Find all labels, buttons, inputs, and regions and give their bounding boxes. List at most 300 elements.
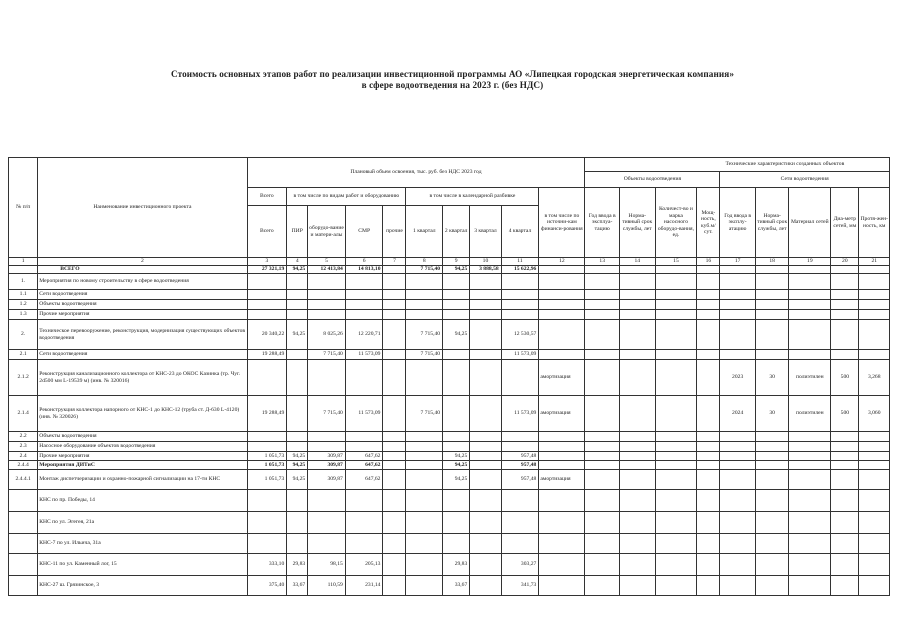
column-number: 13 (585, 258, 620, 266)
table-row (9, 534, 890, 554)
column-number: 16 (697, 258, 720, 266)
column-number: 15 (655, 258, 697, 266)
cell-c3: 1 051,73 (247, 461, 287, 470)
row-number: 2.2 (9, 432, 38, 442)
cell-c8 (406, 490, 443, 512)
cell-c19 (789, 470, 831, 490)
project-name: Сети водоотведения (38, 350, 247, 360)
cell-c21: 3,268 (859, 360, 890, 396)
cell-c19 (789, 461, 831, 470)
header-q2: 2 квартал (443, 206, 470, 258)
project-name: Прочие мероприятия (38, 452, 247, 461)
column-number-row (9, 258, 890, 266)
cell-c18 (755, 470, 788, 490)
cell-c10 (470, 490, 501, 512)
cell-c3: 20 340,22 (247, 320, 287, 350)
cell-empty (655, 274, 697, 290)
cell-c6: 11 573,09 (345, 350, 383, 360)
column-number: 6 (345, 258, 383, 266)
project-name: Мероприятия ДИТиС (38, 461, 247, 470)
cell-c9 (443, 274, 470, 290)
cell-empty (619, 442, 655, 452)
cell-c3: 375,40 (247, 576, 287, 596)
cell-empty (655, 442, 697, 452)
project-name: КНС-27 ш. Грязинское, 3 (38, 576, 247, 596)
cell-c6 (345, 274, 383, 290)
cell-c17 (720, 470, 756, 490)
cell-c21 (859, 266, 890, 274)
row-number: 2.4.4 (9, 461, 38, 470)
cell-c21 (859, 442, 890, 452)
cell-c18 (755, 350, 788, 360)
cell-c12 (539, 442, 585, 452)
cell-empty (619, 350, 655, 360)
project-name: КНС-11 по ул. Каменный лог, 15 (38, 554, 247, 576)
cell-c4 (287, 274, 308, 290)
table-row (9, 490, 890, 512)
cell-c17 (720, 310, 756, 320)
cell-empty (619, 360, 655, 396)
column-number: 12 (539, 258, 585, 266)
cell-c19 (789, 300, 831, 310)
cell-c7 (383, 534, 406, 554)
cell-c20 (831, 266, 859, 274)
column-number: 17 (720, 258, 756, 266)
cell-c9 (443, 534, 470, 554)
cell-empty (619, 396, 655, 432)
cell-c7 (383, 470, 406, 490)
cell-c9 (443, 432, 470, 442)
cell-c10 (470, 442, 501, 452)
cell-c18 (755, 300, 788, 310)
cell-empty (697, 512, 720, 534)
cell-c21 (859, 534, 890, 554)
cell-c12: амортизация (539, 470, 585, 490)
cell-empty (619, 452, 655, 461)
header-power: Мощ-ность, куб.м/сут. (697, 188, 720, 258)
cell-c3: 27 321,19 (247, 266, 287, 274)
cell-c20 (831, 290, 859, 300)
cell-c7 (383, 442, 406, 452)
cell-empty (585, 432, 620, 442)
cell-c8: 7 715,40 (406, 350, 443, 360)
cell-empty (697, 300, 720, 310)
cell-c9 (443, 442, 470, 452)
cell-empty (655, 490, 697, 512)
header-total: Всего (247, 206, 287, 258)
header-norm-life-2: Норма-тивный срок службы, лет (755, 188, 788, 258)
cell-c12 (539, 490, 585, 512)
cell-c5 (308, 310, 346, 320)
cell-c11 (501, 442, 539, 452)
table-row (9, 320, 890, 350)
cell-c21 (859, 554, 890, 576)
cell-empty (697, 470, 720, 490)
cell-c21 (859, 576, 890, 596)
cell-c4 (287, 300, 308, 310)
cell-c3 (247, 490, 287, 512)
row-number: 2.1.4 (9, 396, 38, 432)
cell-c6 (345, 442, 383, 452)
cell-c17: 2023 (720, 360, 756, 396)
cell-empty (697, 534, 720, 554)
cell-c6 (345, 310, 383, 320)
cell-c5: 309,87 (308, 470, 346, 490)
cell-empty (697, 290, 720, 300)
cell-c11 (501, 290, 539, 300)
cell-c12 (539, 461, 585, 470)
cell-empty (697, 576, 720, 596)
cell-c17 (720, 350, 756, 360)
cell-c5 (308, 534, 346, 554)
cell-c17 (720, 576, 756, 596)
header-diameter: Диа-метр сетей, мм (831, 188, 859, 258)
cell-c10: 3 888,58 (470, 266, 501, 274)
row-number (9, 512, 38, 534)
cell-empty (585, 266, 620, 274)
cell-empty (585, 350, 620, 360)
table-row (9, 554, 890, 576)
cell-c3 (247, 310, 287, 320)
cell-c11 (501, 490, 539, 512)
cell-c6: 647,62 (345, 461, 383, 470)
cell-c8 (406, 452, 443, 461)
column-number: 3 (247, 258, 287, 266)
cell-c4 (287, 360, 308, 396)
project-name: Насосное оборудование объектов водоотведения (38, 442, 247, 452)
cell-c12 (539, 534, 585, 554)
cell-c17 (720, 512, 756, 534)
cell-c8 (406, 442, 443, 452)
cell-c10 (470, 274, 501, 290)
cell-c3 (247, 432, 287, 442)
cell-c12 (539, 576, 585, 596)
cell-c9 (443, 512, 470, 534)
cell-empty (697, 266, 720, 274)
cell-c19 (789, 576, 831, 596)
column-number: 8 (406, 258, 443, 266)
project-name: КНС по пр. Победы, 14 (38, 490, 247, 512)
cell-c9: 94,25 (443, 266, 470, 274)
cell-c18 (755, 310, 788, 320)
cell-c19 (789, 350, 831, 360)
table-row (9, 360, 890, 396)
cell-empty (697, 452, 720, 461)
row-number: 2.1 (9, 350, 38, 360)
cell-empty (585, 461, 620, 470)
cell-c18 (755, 320, 788, 350)
cell-c3 (247, 300, 287, 310)
cell-c12 (539, 452, 585, 461)
cell-c7 (383, 266, 406, 274)
column-number: 2 (38, 258, 247, 266)
cell-c11: 341,73 (501, 576, 539, 596)
table-row (9, 442, 890, 452)
cell-c6: 205,13 (345, 554, 383, 576)
cell-c4 (287, 310, 308, 320)
cell-c7 (383, 396, 406, 432)
cell-c18 (755, 452, 788, 461)
cell-c5: 98,15 (308, 554, 346, 576)
cell-c7 (383, 432, 406, 442)
cell-c10 (470, 534, 501, 554)
cell-c21 (859, 310, 890, 320)
cell-c4 (287, 350, 308, 360)
header-norm-life: Норма-тивный срок службы, лет (619, 188, 655, 258)
column-number: 19 (789, 258, 831, 266)
column-number: 11 (501, 258, 539, 266)
cell-c10 (470, 320, 501, 350)
row-number: 1.1 (9, 290, 38, 300)
cell-c3: 1 051,73 (247, 470, 287, 490)
cell-c12 (539, 290, 585, 300)
cell-c11: 11 573,09 (501, 396, 539, 432)
cell-c7 (383, 310, 406, 320)
cell-c20 (831, 274, 859, 290)
cell-empty (655, 461, 697, 470)
cell-empty (619, 461, 655, 470)
header-equipment: оборудо-вание и матери-алы (308, 206, 346, 258)
cell-c8 (406, 534, 443, 554)
cell-c5: 8 025,26 (308, 320, 346, 350)
column-number: 4 (287, 258, 308, 266)
cell-c21 (859, 432, 890, 442)
cell-empty (697, 461, 720, 470)
cell-c7 (383, 452, 406, 461)
cell-c8 (406, 290, 443, 300)
header-material: Материал сетей (789, 188, 831, 258)
cell-c6 (345, 290, 383, 300)
cell-c8: 7 715,40 (406, 266, 443, 274)
cell-c5 (308, 360, 346, 396)
table-row (9, 512, 890, 534)
cell-c11 (501, 534, 539, 554)
cell-c9 (443, 350, 470, 360)
cell-c17 (720, 266, 756, 274)
cell-c20: 500 (831, 396, 859, 432)
cell-c20 (831, 554, 859, 576)
cell-c6: 14 813,10 (345, 266, 383, 274)
cell-empty (655, 360, 697, 396)
cell-c8 (406, 360, 443, 396)
cell-empty (655, 310, 697, 320)
cell-c7 (383, 290, 406, 300)
cell-c12 (539, 310, 585, 320)
cell-c9 (443, 360, 470, 396)
cell-c4 (287, 442, 308, 452)
header-num: № п/п (9, 158, 38, 258)
cell-c11 (501, 360, 539, 396)
cell-c6 (345, 512, 383, 534)
project-name: Объекты водоотведения (38, 300, 247, 310)
table-row (9, 300, 890, 310)
table-row (9, 461, 890, 470)
cell-c12 (539, 554, 585, 576)
cell-c21 (859, 274, 890, 290)
cell-c20 (831, 534, 859, 554)
cell-c10 (470, 452, 501, 461)
cell-c12 (539, 266, 585, 274)
cell-empty (655, 534, 697, 554)
header-q1: 1 квартал (406, 206, 443, 258)
cell-empty (655, 432, 697, 442)
cell-c17 (720, 432, 756, 442)
cell-c8 (406, 310, 443, 320)
header-by-quarter: в том числе в календарной разбивке (406, 188, 539, 206)
row-number: 2. (9, 320, 38, 350)
row-number: 2.4 (9, 452, 38, 461)
cell-empty (655, 350, 697, 360)
cell-c21 (859, 300, 890, 310)
header-q3: 3 квартал (470, 206, 501, 258)
project-name: Реконструкция коллектора напорного от КНС-1 до КНС-12 (труба ст. Д-630 L-4120) (инв. № 320026) (38, 396, 247, 432)
cell-c4: 29,83 (287, 554, 308, 576)
cell-c7 (383, 490, 406, 512)
header-count-brand: Количест-во и марка насосного оборудо-вания, ед. (655, 188, 697, 258)
cell-c11: 957,48 (501, 461, 539, 470)
cell-c17 (720, 290, 756, 300)
cell-c17 (720, 490, 756, 512)
cell-empty (585, 442, 620, 452)
cell-empty (585, 554, 620, 576)
cell-c12 (539, 350, 585, 360)
cell-c3: 333,10 (247, 554, 287, 576)
cell-c17 (720, 442, 756, 452)
cell-c7 (383, 350, 406, 360)
cell-c3 (247, 360, 287, 396)
cell-empty (619, 290, 655, 300)
cell-c4: 94,25 (287, 470, 308, 490)
cell-c5: 7 715,40 (308, 396, 346, 432)
header-year-in-2: Год ввода в эксплу-атацию (720, 188, 756, 258)
cell-c11 (501, 432, 539, 442)
table-row (9, 350, 890, 360)
cell-c20 (831, 320, 859, 350)
cell-c5 (308, 432, 346, 442)
cell-c7 (383, 512, 406, 534)
column-number: 21 (859, 258, 890, 266)
cell-c3 (247, 442, 287, 452)
cell-c12 (539, 432, 585, 442)
cell-c9: 94,25 (443, 320, 470, 350)
header-by-type: в том числе по видам работ и оборудованию (287, 188, 406, 206)
cell-c5: 7 715,40 (308, 350, 346, 360)
cell-c19 (789, 320, 831, 350)
cell-empty (585, 490, 620, 512)
row-number (9, 490, 38, 512)
cell-c9: 29,83 (443, 554, 470, 576)
cell-empty (619, 490, 655, 512)
cell-empty (697, 432, 720, 442)
cell-c6: 647,62 (345, 452, 383, 461)
cell-c18 (755, 461, 788, 470)
column-number: 7 (383, 258, 406, 266)
cell-empty (585, 512, 620, 534)
cell-c5: 12 413,84 (308, 266, 346, 274)
cell-c20 (831, 452, 859, 461)
header-name: Наименование инвестиционного проекта (38, 158, 247, 258)
cell-empty (585, 360, 620, 396)
cell-empty (585, 300, 620, 310)
cell-c19 (789, 266, 831, 274)
column-number: 1 (9, 258, 38, 266)
row-number: 1.3 (9, 310, 38, 320)
cell-c19 (789, 490, 831, 512)
cell-c4: 94,25 (287, 461, 308, 470)
cell-c8 (406, 432, 443, 442)
cell-c20 (831, 350, 859, 360)
cell-empty (697, 350, 720, 360)
header-plan: Плановый объем освоения, тыс. руб. без НДС 2023 год (247, 158, 585, 188)
cell-c8 (406, 300, 443, 310)
cell-c4 (287, 534, 308, 554)
cell-empty (655, 554, 697, 576)
project-name: Объекты водоотведения (38, 432, 247, 442)
cell-c17 (720, 554, 756, 576)
cell-c8 (406, 274, 443, 290)
cell-c17 (720, 461, 756, 470)
cell-c19 (789, 290, 831, 300)
cell-c18 (755, 290, 788, 300)
cell-c12 (539, 300, 585, 310)
cell-c10 (470, 350, 501, 360)
row-number (9, 576, 38, 596)
row-number: 1. (9, 274, 38, 290)
cell-c20 (831, 490, 859, 512)
cell-c9: 94,25 (443, 470, 470, 490)
cell-c12 (539, 274, 585, 290)
cell-c11: 15 622,96 (501, 266, 539, 274)
cell-c10 (470, 576, 501, 596)
cell-c7 (383, 554, 406, 576)
cell-c5 (308, 442, 346, 452)
cell-empty (697, 310, 720, 320)
cell-c11 (501, 274, 539, 290)
cell-c7 (383, 360, 406, 396)
table-row (9, 290, 890, 300)
cell-empty (619, 300, 655, 310)
cell-c21 (859, 452, 890, 461)
header-nets: Сети водоотведения (720, 172, 890, 188)
cell-c9 (443, 310, 470, 320)
cell-c12 (539, 512, 585, 534)
cell-empty (655, 300, 697, 310)
cell-empty (619, 274, 655, 290)
cell-c4 (287, 396, 308, 432)
header-year-in: Год ввода в эксплуа-тацию (585, 188, 620, 258)
cell-c10 (470, 461, 501, 470)
cell-c6: 12 220,71 (345, 320, 383, 350)
cell-c12: амортизация (539, 396, 585, 432)
cell-empty (697, 274, 720, 290)
cell-c10 (470, 554, 501, 576)
cell-c17 (720, 274, 756, 290)
cell-empty (585, 534, 620, 554)
cell-c12 (539, 320, 585, 350)
project-name: КНС-7 по ул. Ильича, 31а (38, 534, 247, 554)
cell-c3 (247, 290, 287, 300)
cell-c18 (755, 442, 788, 452)
cell-c17 (720, 320, 756, 350)
cell-c21 (859, 490, 890, 512)
row-number (9, 534, 38, 554)
cell-c3: 19 288,49 (247, 350, 287, 360)
cell-c19 (789, 442, 831, 452)
cell-empty (619, 266, 655, 274)
cell-c5: 309,87 (308, 461, 346, 470)
row-number (9, 266, 38, 274)
cell-c19 (789, 432, 831, 442)
